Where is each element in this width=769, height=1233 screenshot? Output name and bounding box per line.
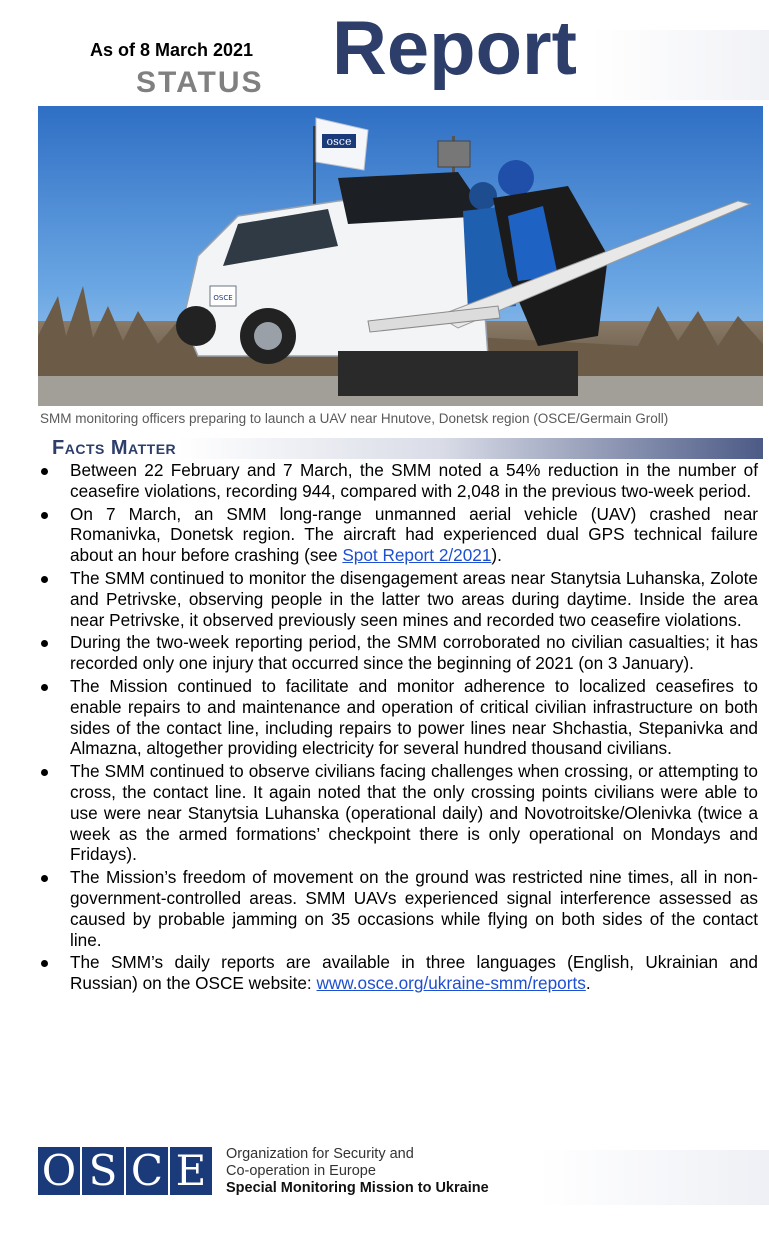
section-title: Facts Matter: [52, 437, 177, 459]
bullet-icon: [41, 684, 48, 691]
list-item: [38, 568, 758, 630]
footer-gradient: [540, 1150, 769, 1205]
logo-letter: O: [38, 1147, 80, 1195]
bullet-icon: [41, 468, 48, 475]
org-line: Co-operation in Europe: [226, 1163, 376, 1179]
item-text-tail: ).: [491, 545, 502, 566]
photo-caption: SMM monitoring officers preparing to launch a UAV near Hnutove, Donetsk region (OSCE/Germain Groll): [40, 411, 669, 426]
list-item: [38, 952, 758, 994]
item-text: During the two-week reporting period, the SMM corroborated no civilian casualties; it has recorded only one injury that occurred since the beginning of 2021 (on 3 January).: [70, 632, 758, 674]
bullet-icon: [41, 576, 48, 583]
list-item: [38, 867, 758, 950]
mission-name: Special Monitoring Mission to Ukraine: [226, 1180, 489, 1196]
facts-list: [38, 460, 758, 996]
item-text: The SMM continued to observe civilians facing challenges when crossing, or attempting to cross, the contact line. It again noted that the only crossing points civilians were able to use were near Stanytsia Luhanska (operational daily) and Novotroitske/Olenivka (twice a week as the armed formations’ checkpoint there is only operational on Mondays and Fridays).: [70, 761, 758, 865]
organization-name: [226, 1146, 489, 1197]
list-item: [38, 460, 758, 502]
osce-logo: [38, 1147, 212, 1195]
item-text: The Mission’s freedom of movement on the ground was restricted nine times, all in non-government-controlled areas. SMM UAVs experienced signal interference assessed as caused by probable jamming on 35 occasions while flying on both sides of the contact line.: [70, 867, 758, 950]
bullet-icon: [41, 512, 48, 519]
org-line: Organization for Security and: [226, 1146, 414, 1162]
cover-photo: [38, 106, 763, 406]
bullet-icon: [41, 640, 48, 647]
footer: [0, 1140, 769, 1233]
item-text: The Mission continued to facilitate and monitor adherence to localized ceasefires to enable repairs to and maintenance and operation of critical civilian infrastructure on both sides of the contact line, including repairs to power lines near Shchastia, Stepanivka and Almazna, altogether providing electricity for several hundred thousand civilians.: [70, 675, 758, 759]
bullet-icon: [41, 769, 48, 776]
bullet-icon: [41, 875, 48, 882]
door-text: OSCE: [213, 294, 233, 302]
list-item: [38, 761, 758, 865]
flag-text: osce: [326, 135, 352, 148]
page-title: Report: [332, 6, 577, 91]
item-text: The SMM’s daily reports are available in three languages (English, Ukrainian and Russian) on the OSCE website:: [70, 952, 758, 994]
item-text-tail: .: [585, 973, 591, 994]
header: [0, 0, 769, 105]
logo-letter: S: [82, 1147, 124, 1195]
item-text: The SMM continued to monitor the disengagement areas near Stanytsia Luhanska, Zolote and Petrivske, observing people in the latter two areas during daytime. Inside the area near Petrivske, it observed previously seen mines and recorded two ceasefire violations.: [70, 567, 758, 630]
item-text: Between 22 February and 7 March, the SMM noted a 54% reduction in the number of ceasefire violations, recording 944, compared with 2,048 in the previous two-week period.: [70, 460, 758, 501]
report-date: As of 8 March 2021: [90, 40, 254, 60]
reports-website-link[interactable]: www.osce.org/ukraine-smm/reports: [316, 973, 586, 994]
list-item: [38, 504, 758, 566]
logo-letter: E: [170, 1147, 212, 1195]
header-gradient: [590, 30, 769, 100]
spot-report-link[interactable]: Spot Report 2/2021: [342, 545, 492, 566]
logo-letter: C: [126, 1147, 168, 1195]
item-text: On 7 March, an SMM long-range unmanned aerial vehicle (UAV) crashed near Romanivka, Donetsk region. The aircraft had experienced dual GPS technical failure about an hour before crashing (see: [70, 503, 758, 566]
status-label: STATUS: [136, 66, 264, 99]
list-item: [38, 632, 758, 674]
list-item: [38, 676, 758, 759]
bullet-icon: [41, 960, 48, 967]
